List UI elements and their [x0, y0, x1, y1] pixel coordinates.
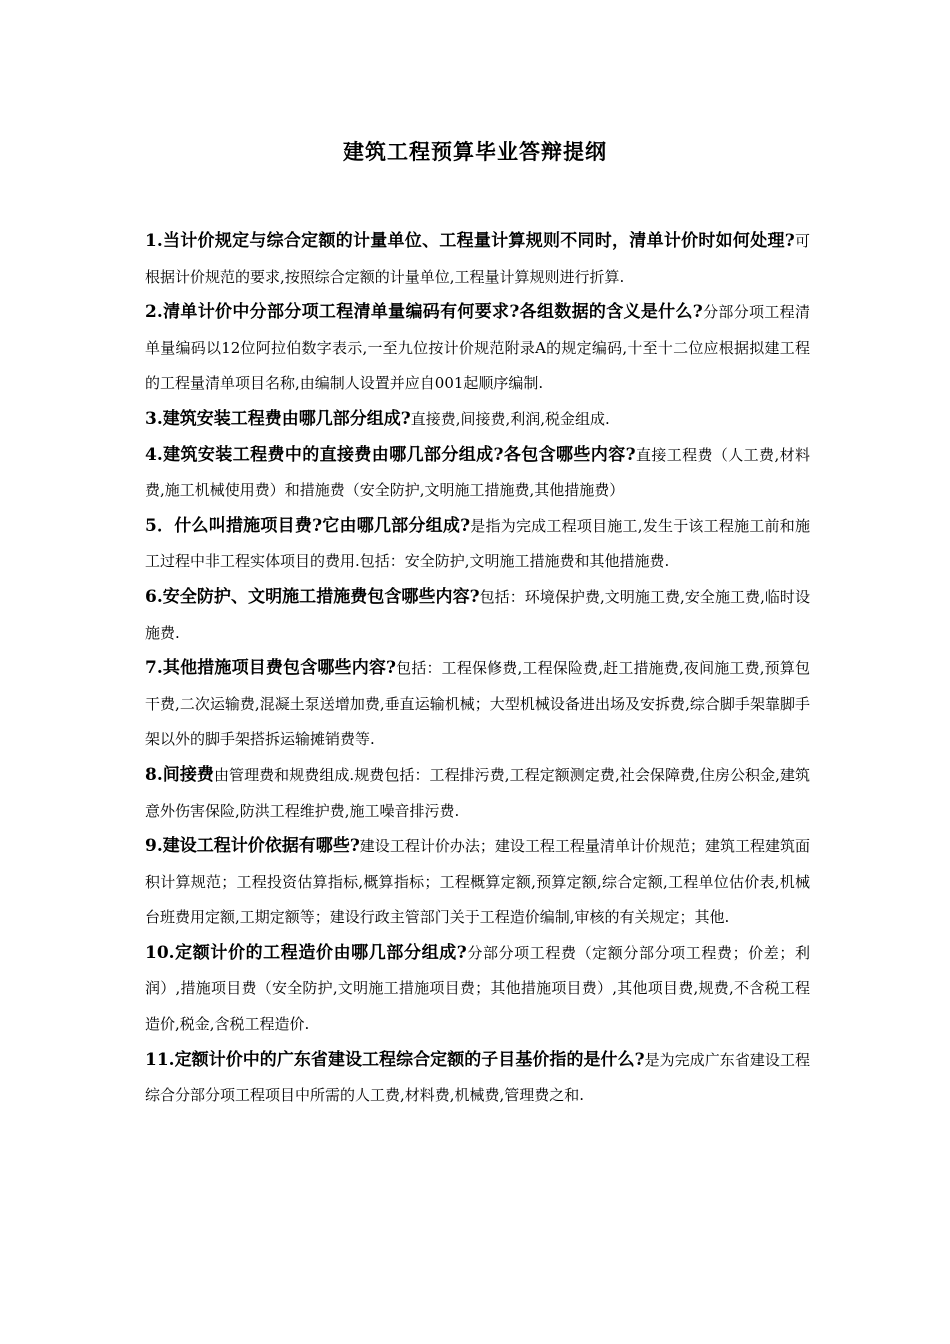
- answer-text: 分部分项工程清单量编码以12位阿拉伯数字表示,一至九位按计价规范附录A的规定编码,十至十二位应根据拟建工程的工程量清单项目名称,由编制人设置并应自001起顺序编制.: [145, 303, 810, 393]
- answer-text: 是为完成广东省建设工程综合分部分项工程项目中所需的人工费,材料费,机械费,管理费之和.: [145, 1050, 810, 1105]
- answer-text: 分部分项工程费（定额分部分项工程费；价差；利润）,措施项目费（安全防护,文明施工措施项目费；其他措施项目费）,其他项目费,规费,不含税工程造价,税金,含税工程造价.: [145, 943, 810, 1034]
- answer-text: 包括：环境保护费,文明施工费,安全施工费,临时设施费.: [145, 587, 810, 642]
- question-text: 2.清单计价中分部分项工程清单量编码有何要求?各组数据的含义是什么?: [145, 302, 703, 323]
- qa-item-5: [145, 509, 810, 580]
- question-text: 10.定额计价的工程造价由哪几部分组成?: [145, 942, 467, 963]
- question-text: 9.建设工程计价依据有哪些?: [145, 836, 360, 857]
- qa-item-2: [145, 295, 810, 402]
- qa-item-3: [145, 402, 810, 438]
- qa-item-7: [145, 651, 810, 758]
- question-text: 3.建筑安装工程费由哪几部分组成?: [145, 408, 411, 429]
- answer-text: 直接费,间接费,利润,税金组成.: [410, 409, 610, 428]
- qa-item-1: [145, 224, 810, 295]
- answer-text: 直接工程费（人工费,材料费,施工机械使用费）和措施费（安全防护,文明施工措施费,其他措施费）: [145, 445, 810, 500]
- qa-list: [145, 224, 810, 1114]
- qa-item-11: [145, 1043, 810, 1114]
- qa-item-4: [145, 438, 810, 509]
- question-text: 8.间接费: [145, 764, 214, 785]
- question-text: 7.其他措施项目费包含哪些内容?: [145, 658, 396, 679]
- question-text: 4.建筑安装工程费中的直接费由哪几部分组成?各包含哪些内容?: [145, 444, 636, 465]
- qa-item-9: [145, 829, 810, 936]
- qa-item-8: [145, 758, 810, 829]
- answer-text: 由管理费和规费组成.规费包括：工程排污费,工程定额测定费,社会保障费,住房公积金,建筑意外伤害保险,防洪工程维护费,施工噪音排污费.: [145, 765, 810, 820]
- qa-item-10: [145, 936, 810, 1043]
- document-title: 建筑工程预算毕业答辩提纲: [343, 139, 607, 164]
- qa-item-6: [145, 580, 810, 651]
- question-text: 11.定额计价中的广东省建设工程综合定额的子目基价指的是什么?: [145, 1049, 645, 1070]
- question-text: 6.安全防护、文明施工措施费包含哪些内容?: [145, 586, 480, 607]
- answer-text: 建设工程计价办法；建设工程工程量清单计价规范；建筑工程建筑面积计算规范；工程投资估算指标,概算指标；工程概算定额,预算定额,综合定额,工程单位估价表,机械台班费用定额,工期定额等；建设行政主管部门关于工程造价编制,审核的有关规定；其他.: [145, 837, 810, 927]
- answer-text: 是指为完成工程项目施工,发生于该工程施工前和施工过程中非工程实体项目的费用.包括：安全防护,文明施工措施费和其他措施费.: [145, 516, 811, 571]
- answer-text: 可根据计价规范的要求,按照综合定额的计量单位,工程量计算规则进行折算.: [145, 232, 810, 286]
- question-text: 5．什么叫措施项目费?它由哪几部分组成?: [145, 515, 471, 536]
- answer-text: 包括：工程保修费,工程保险费,赶工措施费,夜间施工费,预算包干费,二次运输费,混凝土泵送增加费,垂直运输机械；大型机械设备进出场及安拆费,综合脚手架靠脚手架以外的脚手架搭拆运输摊销费等.: [145, 659, 810, 749]
- question-text: 1.当计价规定与综合定额的计量单位、工程量计算规则不同时，清单计价时如何处理?: [145, 231, 795, 251]
